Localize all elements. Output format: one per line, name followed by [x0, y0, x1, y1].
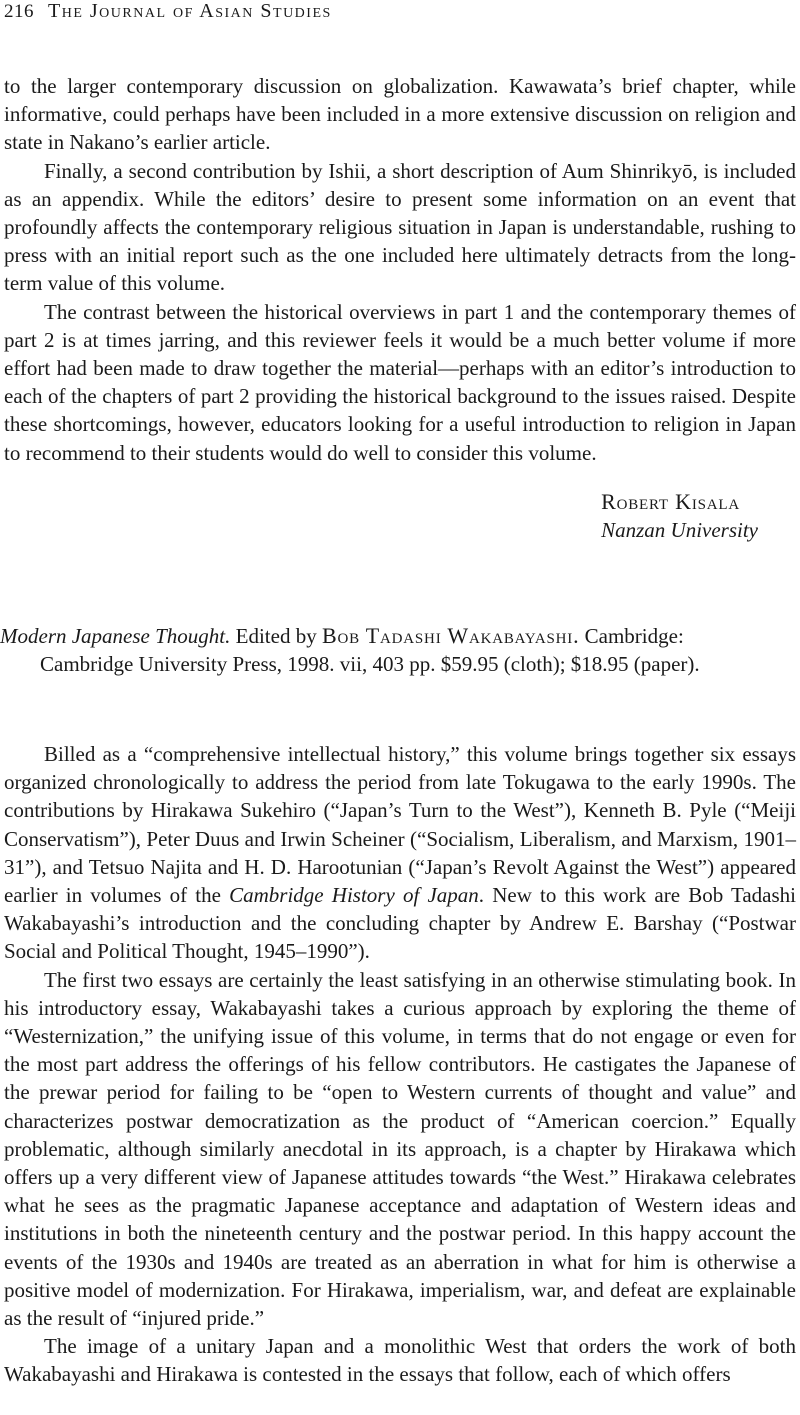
- running-head: [4, 0, 332, 26]
- review-2-paragraph: [4, 740, 796, 966]
- paragraph-text: Billed as a “comprehensive intellectual history,” this volume brings together six essays organized chronologically to address the period from late Tokugawa to the early 1990s. The contributions by Hirakawa Sukehiro (“Japan’s Turn to the West”), Kenneth B. Pyle (“Meiji Conservatism”), Peter Duus and Irwin Scheiner (“Socialism, Liberalism, and Marxism, 1901–31”), and Tetsuo Najita and H. D. Harootunian (“Japan’s Revolt Against the West”) appeared earlier in volumes of the: [4, 742, 796, 908]
- reviewer-name: Robert Kisala: [601, 489, 740, 514]
- review-1-body: [4, 72, 796, 467]
- book-title: Modern Japanese Thought.: [0, 624, 231, 648]
- edited-by-label: Edited by: [235, 624, 317, 648]
- reviewer-signature: [601, 488, 758, 544]
- reviewer-affiliation: Nanzan University: [601, 518, 758, 542]
- review-2-paragraph: The first two essays are certainly the least satisfying in an otherwise stimulating book. In his introductory essay, Wakabayashi takes a curious approach by exploring the theme of “Westernization,” the unifying issue of this volume, in terms that do not engage or even for the most part address the offerings of his fellow contributors. He castigates the Japanese of the prewar period for failing to be “open to Western currents of thought and value” and characterizes postwar democratization as the product of “American coercion.” Equally problematic, although similarly anecdotal in its approach, is a chapter by Hirakawa which offers up a very different view of Japanese attitudes towards “the West.” Hirakawa celebrates what he sees as the pragmatic Japanese acceptance and adaptation of Western ideas and institutions in both the nineteenth century and the postwar period. In this happy account the events of the 1930s and 1940s are treated as an aberration in what for him is otherwise a positive model of modernization. For Hirakawa, imperialism, war, and defeat are explainable as the result of “injured pride.”: [4, 967, 796, 1331]
- review-1-paragraph: Finally, a second contribution by Ishii, a short description of Aum Shinrikyō, is included as an appendix. While the editors’ desire to present some information on an event that profoundly affects the contemporary religious situation in Japan is understandable, rushing to press with an initial report such as the one included here ultimately detracts from the long-term value of this volume.: [4, 158, 796, 296]
- publication-info: Cambridge: Cambridge University Press, 1998. vii, 403 pp. $59.95 (cloth); $18.95 (paper).: [40, 624, 700, 676]
- review-2-paragraph: The image of a unitary Japan and a monolithic West that orders the work of both Wakabayashi and Hirakawa is contested in the essays that follow, each of which offers: [4, 1334, 796, 1387]
- journal-title: The Journal of Asian Studies: [48, 0, 332, 22]
- review-2-body: [4, 740, 796, 1389]
- paragraph-text: . New to this work are Bob Tadashi Wakabayashi’s introduction and the concluding chapter by Andrew E. Barshay (“Postwar Social and Political Thought, 1945–1990”).: [4, 883, 797, 964]
- book-citation: [0, 622, 760, 678]
- review-1-paragraph: The contrast between the historical overviews in part 1 and the contemporary themes of part 2 is at times jarring, and this reviewer feels it would be a much better volume if more effort had been made to draw together the material—perhaps with an editor’s introduction to each of the chapters of part 2 providing the historical background to the issues raised. Despite these shortcomings, however, educators looking for a useful introduction to religion in Japan to recommend to their students would do well to consider this volume.: [4, 299, 796, 465]
- book-editor: Bob Tadashi Wakabayashi.: [321, 623, 580, 648]
- cited-work-title: Cambridge History of Japan: [229, 883, 479, 908]
- book-heading: [0, 622, 760, 678]
- page-number: 216: [4, 1, 34, 22]
- review-1-paragraph: to the larger contemporary discussion on globalization. Kawawata’s brief chapter, while informative, could perhaps have been included in a more extensive discussion on religion and state in Nakano’s earlier article.: [4, 74, 796, 155]
